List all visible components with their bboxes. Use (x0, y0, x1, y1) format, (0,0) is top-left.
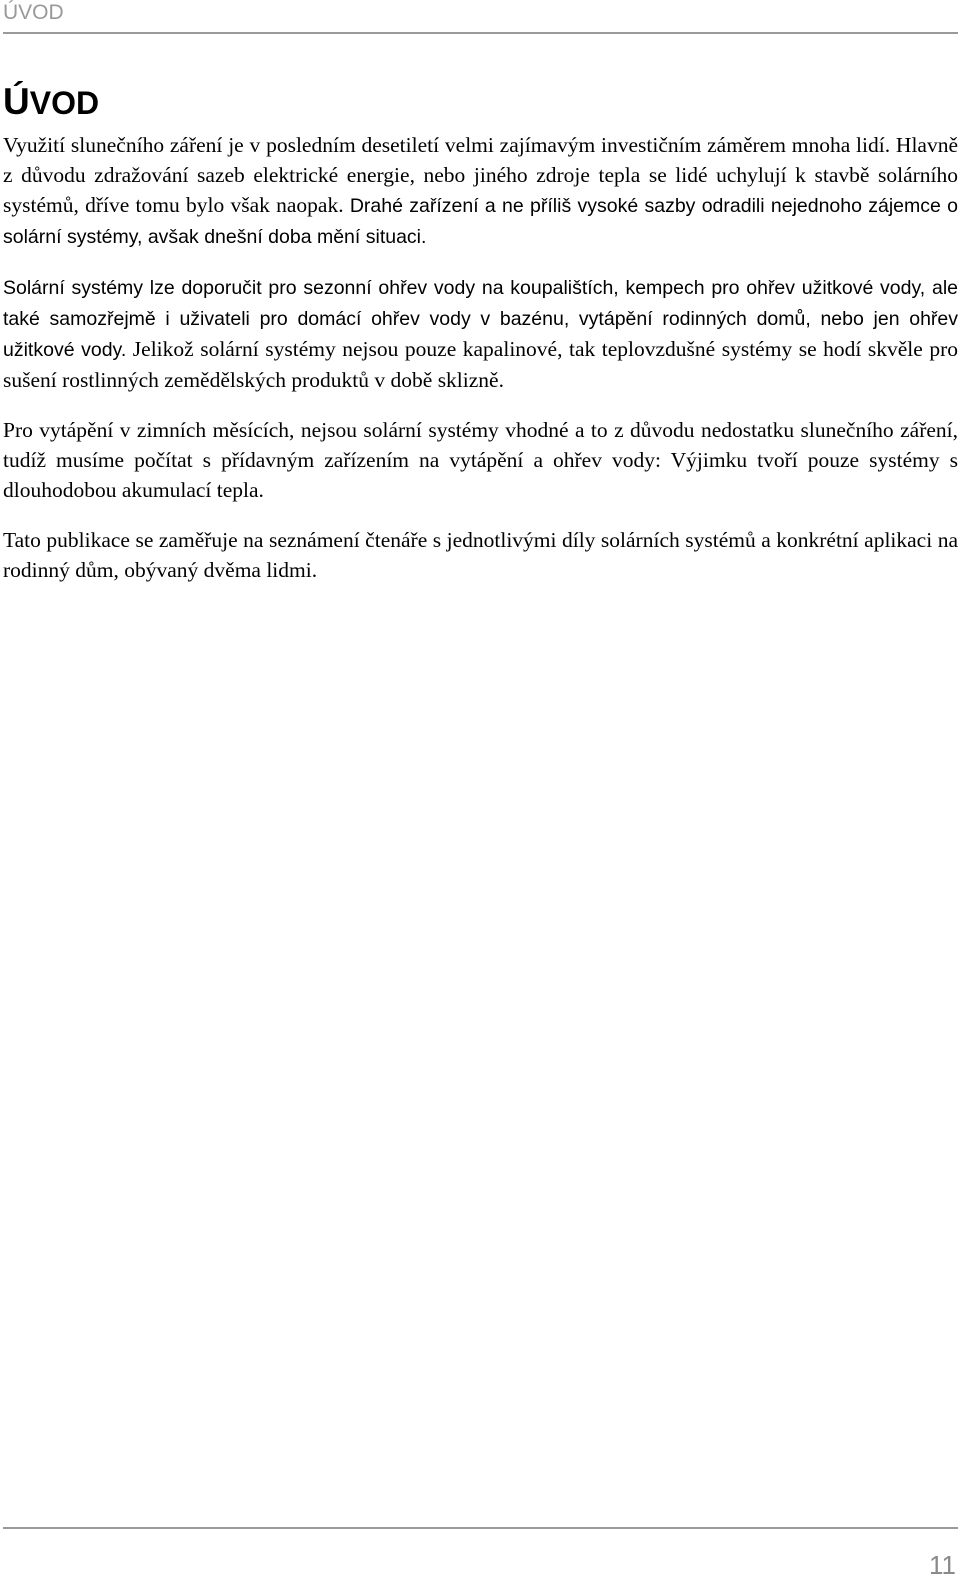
footer-divider (3, 1527, 958, 1529)
body-text (3, 130, 958, 605)
paragraph-applications-part2: Jelikož solární systémy nejsou pouze kapalinové, tak teplovzdušné systémy se hodí skvěle pro sušení rostlinných zemědělských produktů v době sklizně. (3, 337, 958, 392)
running-header: ÚVOD (3, 1, 64, 24)
chapter-title (3, 82, 99, 123)
paragraph-applications (3, 272, 958, 395)
paragraph-applications-part1: Solární systémy lze doporučit pro sezonní ohřev vody na koupalištích, kempech pro ohřev užitkové vody, ale také samozřejmě i uživateli pro domácí ohřev vody v bazénu, vytápění rodinných domů, nebo jen ohřev užitkové vody. (3, 277, 958, 361)
chapter-title-initial: Ú (3, 81, 30, 122)
paragraph-heating: Pro vytápění v zimních měsících, nejsou solární systémy vhodné a to z důvodu nedostatku slunečního záření, tudíž musíme počítat s přídavným zařízením na vytápění a ohřev vody: Výjimku tvoří pouze systémy s dlouhodobou akumulací tepla. (3, 418, 958, 502)
paragraph-intro-part2: Drahé zařízení a ne příliš vysoké sazby odradili nejednoho zájemce o solární systémy, avšak dnešní doba mění situaci. (3, 195, 959, 248)
paragraph-publication: Tato publikace se zaměřuje na seznámení čtenáře s jednotlivými díly solárních systémů a konkrétní aplikaci na rodinný dům, obývaný dvěma lidmi. (3, 528, 958, 582)
chapter-title-rest: VOD (29, 85, 100, 121)
paragraph-intro (3, 130, 958, 252)
paragraph-intro-part1: Využití slunečního záření je v posledním desetiletí velmi zajímavým investičním záměrem mnoha lidí. Hlavně z důvodu zdražování sazeb elektrické energie, nebo jiného zdroje tepla se lidé uchylují k stavbě solárního systémů, dříve tomu bylo však naopak. (3, 133, 958, 217)
page-number: 11 (929, 1550, 956, 1580)
header-divider (3, 32, 958, 34)
